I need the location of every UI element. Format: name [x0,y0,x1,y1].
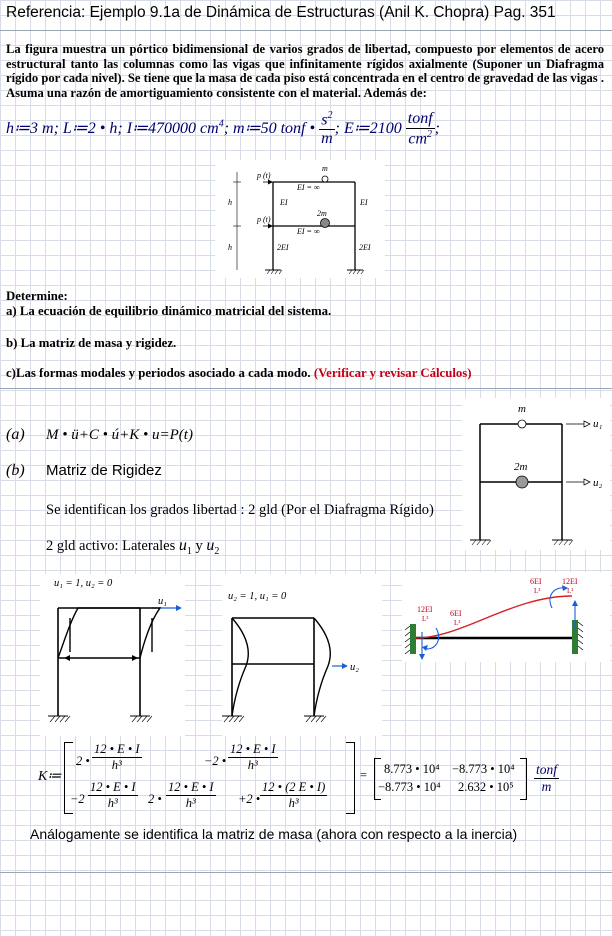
case1-label: u₁ = 1, u₂ = 0 [54,578,113,589]
fixed-beam-figure [402,572,610,662]
param-E-fraction: $\frac{\text{tonf}}{cm^2}$ [407,110,433,148]
stiffness-matrix: K≔ 2 • $\frac{12 • E • I}{\text{h³}}$ −2 • $\frac{12 • E • I}{\text{h³}}$ −2 $\frac{12 • E • I}{\text{h³}}$ 2 • $\frac{12 • E • I}{\text{h³}}$ +2 • $\frac{12 • (2 E • I)}{\text{h³}}$ = 8.773 • 10⁴ −8.773 • 10⁴ −8.773 • 10⁴ 2.632 • 10⁵ tonf m [6,740,606,816]
determine-a: a) La ecuación de equilibrio dinámico matricial del sistema. [6,304,332,318]
matrix-lhs: K≔ [38,769,62,784]
fig1-col-ei-right: EI [360,198,368,207]
fig1-col-2ei-right: 2EI [359,243,371,252]
fig1-col-2ei-left: 2EI [277,243,289,252]
numeric-bracket-right [520,758,527,800]
param-m-fraction: $\frac{s^2}{m}$ [321,110,333,148]
matrix-r2c2-a: $\frac{12 • E • I}{\text{h³}}$ [168,780,214,810]
section-a-label: (a) [6,426,25,443]
section-b-label: (b) [6,462,25,479]
matrix-unit: tonf m [536,762,558,794]
beam-12ei-right-den: L³ [567,587,574,595]
dof-frame-figure [462,398,610,550]
case2-label: u₂ = 1, u₁ = 0 [228,591,287,602]
k11-value: 8.773 • 10⁴ [384,762,440,776]
beam-6ei-right: 6EI [530,577,542,586]
fig2-mass-top: m [518,403,526,415]
beam-6ei-right-den: L² [534,587,541,595]
left-support [410,624,416,654]
active-dofs: 2 gld activo: Laterales $u_1$ y $u_2$ [46,537,220,557]
page-header: Referencia: Ejemplo 9.1a de Dinámica de Estructuras (Anil K. Chopra) Pag. 351 [6,4,556,21]
fig1-load-top: p (t) [257,171,271,180]
k12-value: −8.773 • 10⁴ [452,762,515,776]
beam-6ei-left-den: L² [454,619,461,627]
fig1-h-bottom: h [228,243,232,252]
case1-u1-label: u₁ [158,596,167,607]
beam-12ei-left-den: L³ [422,615,429,623]
fig1-h-top: h [228,198,232,207]
param-I: I≔470000 cm [126,119,219,137]
k22-value: 2.632 • 10⁵ [458,780,514,794]
beam-6ei-left: 6EI [450,609,462,618]
dof-identification: Se identifican los grados libertad : 2 gld (Por el Diafragma Rígido) [46,502,434,518]
matrix-r1c1: $\frac{12 • E • I}{\text{h³}}$ [94,742,140,772]
fig2-dof-u1: u₁ [593,418,603,430]
determine-c: c)Las formas modales y periodos asociado a cada modo. (Verificar y revisar Cálculos) [6,366,472,380]
parameters-line: h≔3 m; L≔2 • h; I≔470000 $cm^4$; m≔50 tonf • $\frac{s^2}{m}$ ; E≔2100 $\frac{\text{tonf}}{cm^2}$ ; [6,110,440,148]
fig1-mass-top: m [322,164,328,173]
problem-statement: La figura muestra un pórtico bidimensional de varios grados de libertad, compuesto por elementos de acero estructural tanto las columnas como las vigas que infinitamente rígidos axialmente (Suponer un Diafragma rígido por cada nivel). Se tiene que la masa de cada piso está concentrada en el centro de gravedad de las vigas . Asuma una razón de amortiguamiento consistente con el material. Además de: [6,42,604,100]
matrix-r2c2-b: $\frac{12 • (2 E • I)}{\text{h³}}$ [262,780,326,810]
header-divider [0,30,612,31]
beam-12ei-left: 12EI [417,605,433,614]
param-L: L≔2 • h [62,119,118,137]
param-h: h≔3 m [6,119,54,137]
k21-value: −8.773 • 10⁴ [378,780,441,794]
fig1-beam-ei-top: EI = ∞ [297,183,320,192]
param-m: m≔50 tonf • [233,119,316,137]
fig1-load-mid: p (t) [257,215,271,224]
stiffness-title: Matriz de Rigidez [46,462,162,479]
verify-note: (Verificar y revisar Cálculos) [313,366,472,380]
matrix-bracket-right [346,742,355,814]
mass-matrix-note: Análogamente se identifica la matriz de masa (ahora con respecto a la inercia) [30,826,518,842]
case2-u2-label: u₂ [350,662,359,673]
beam-12ei-right: 12EI [562,577,578,586]
determine-b: b) La matriz de masa y rigidez. [6,336,177,350]
matrix-r1c2: $\frac{12 • E • I}{\text{h³}}$ [230,742,276,772]
equation-of-motion: M • ü+C • ú+K • u=P(t) [46,427,193,443]
section-divider [0,388,612,389]
param-E: E≔2100 [343,119,402,137]
fig2-dof-u2: u₂ [593,477,603,489]
frame-figure [215,160,385,278]
footer-divider [0,872,612,873]
fig1-mass-mid: 2m [317,209,327,218]
matrix-r2c1: $\frac{12 • E • I}{\text{h³}}$ [90,780,136,810]
deformed-shapes-figure [40,574,390,736]
fig2-mass-mid: 2m [514,461,528,473]
fig1-col-ei-left: EI [280,198,288,207]
determine-title: Determine: [6,289,68,303]
fig1-beam-ei-mid: EI = ∞ [297,227,320,236]
